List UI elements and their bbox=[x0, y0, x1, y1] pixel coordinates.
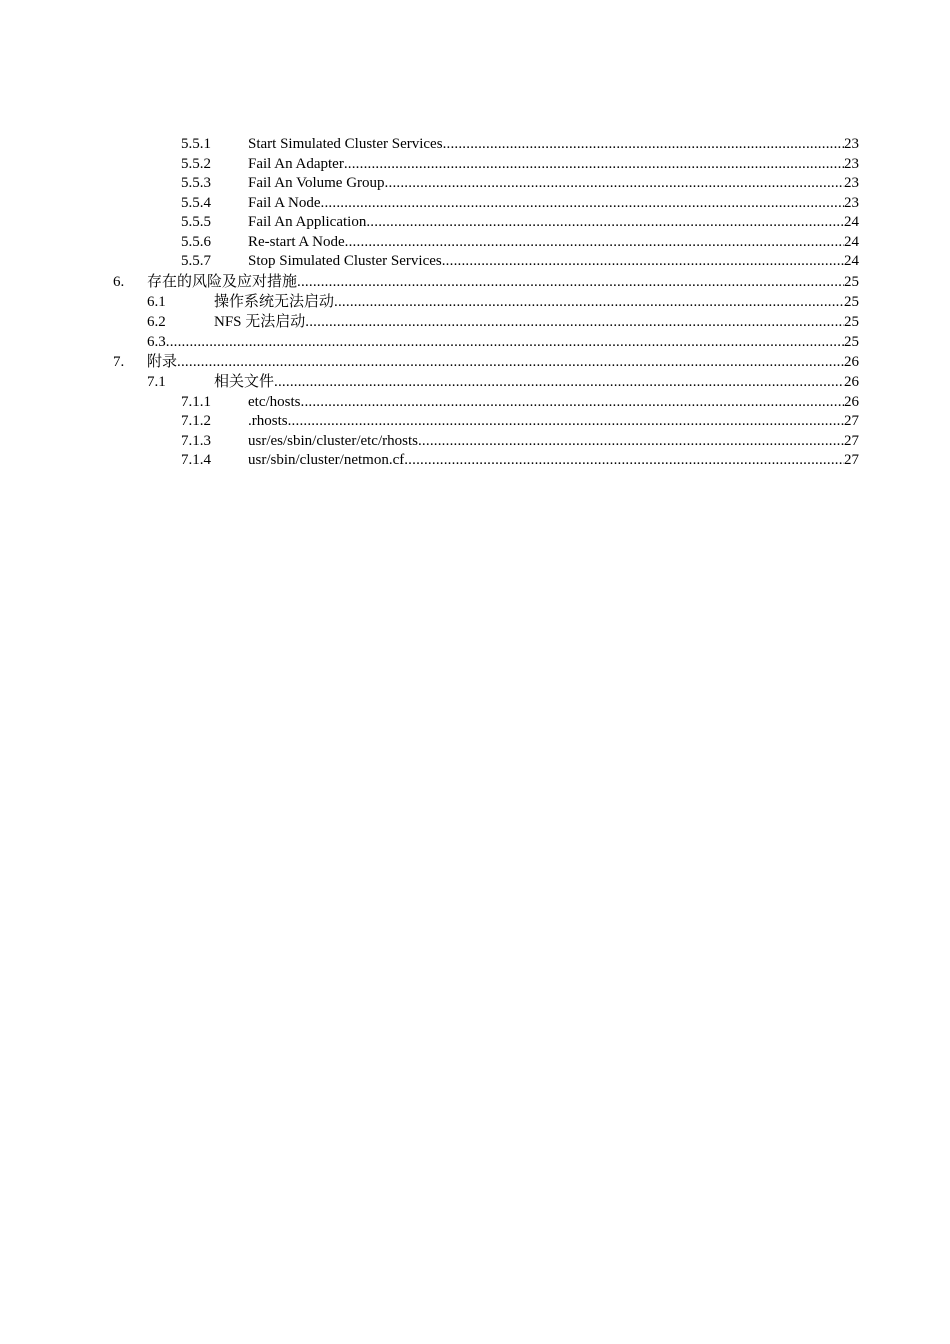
toc-entry-6-2[interactable] bbox=[0, 312, 950, 332]
toc-entry-7-1-2[interactable] bbox=[0, 412, 950, 432]
toc-dot-leader bbox=[274, 372, 844, 392]
toc-entry-page: 24 bbox=[844, 233, 859, 250]
toc-entry-page: 23 bbox=[844, 155, 859, 172]
toc-dot-leader bbox=[443, 135, 844, 155]
toc-dot-leader bbox=[385, 174, 844, 194]
toc-dot-leader bbox=[166, 332, 844, 352]
toc-entry-page: 25 bbox=[844, 334, 859, 351]
toc-entry-number: 6. bbox=[113, 273, 125, 290]
toc-entry-page: 26 bbox=[844, 354, 859, 371]
toc-dot-leader bbox=[177, 352, 844, 372]
toc-entry-page: 25 bbox=[844, 293, 859, 310]
toc-dot-leader bbox=[442, 252, 844, 272]
toc-entry-7-1-1[interactable] bbox=[0, 393, 950, 413]
toc-entry-7-1-3[interactable] bbox=[0, 432, 950, 452]
toc-entry-6-3[interactable] bbox=[0, 332, 950, 352]
toc-entry-title: Fail An Volume Group bbox=[248, 175, 385, 191]
toc-entry-page: 26 bbox=[844, 393, 859, 410]
toc-entry-title: NFS 无法启动 bbox=[214, 313, 306, 330]
toc-entry-number: 7.1.1 bbox=[181, 393, 211, 410]
toc-entry-5-5-5[interactable] bbox=[0, 213, 950, 233]
toc-entry-page: 25 bbox=[844, 313, 859, 330]
toc-entry-title: Stop Simulated Cluster Services bbox=[248, 253, 442, 269]
toc-entry-5-5-1[interactable] bbox=[0, 135, 950, 155]
toc-entry-title: Re-start A Node bbox=[248, 233, 345, 250]
toc-entry-page: 24 bbox=[844, 253, 859, 269]
toc-entry-5-5-4[interactable] bbox=[0, 194, 950, 214]
toc-entry-page: 27 bbox=[844, 413, 859, 430]
toc-entry-number: 7.1.3 bbox=[181, 432, 211, 449]
toc-entry-number: 5.5.3 bbox=[181, 175, 211, 191]
toc-entry-number: 7.1.2 bbox=[181, 413, 211, 430]
toc-entry-number: 6.2 bbox=[147, 313, 166, 330]
toc-dot-leader bbox=[366, 213, 844, 233]
toc-dot-leader bbox=[404, 451, 844, 471]
toc-entry-title: usr/sbin/cluster/netmon.cf bbox=[248, 452, 405, 469]
toc-entry-number: 7.1.4 bbox=[181, 452, 211, 469]
toc-entry-title: Fail A Node bbox=[248, 194, 321, 211]
toc-dot-leader bbox=[297, 272, 844, 292]
toc-dot-leader bbox=[334, 292, 844, 312]
toc-entry-number: 5.5.2 bbox=[181, 155, 211, 172]
toc-entry-title: 存在的风险及应对措施 bbox=[147, 273, 298, 290]
toc-entry-number: 5.5.5 bbox=[181, 214, 211, 230]
toc-entry-title: etc/hosts bbox=[248, 393, 301, 410]
toc-entry-page: 23 bbox=[844, 175, 859, 191]
toc-entry-page: 25 bbox=[844, 273, 859, 290]
toc-entry-title: usr/es/sbin/cluster/etc/rhosts bbox=[248, 432, 418, 449]
toc-entry-page: 23 bbox=[844, 136, 859, 152]
toc-entry-page: 23 bbox=[844, 194, 859, 211]
toc-dot-leader bbox=[345, 233, 844, 253]
toc-entry-page: 26 bbox=[844, 374, 859, 391]
toc-entry-5-5-6[interactable] bbox=[0, 233, 950, 253]
toc-dot-leader bbox=[418, 432, 844, 452]
toc-entry-5-5-3[interactable] bbox=[0, 174, 950, 194]
toc-entry-title: Fail An Adapter bbox=[248, 155, 344, 172]
toc-entry-page: 27 bbox=[844, 432, 859, 449]
toc-entry-number: 7.1 bbox=[147, 374, 166, 391]
toc-entry-5-5-2[interactable] bbox=[0, 155, 950, 175]
toc-entry-title: Fail An Application bbox=[248, 214, 367, 230]
toc-entry-title: 附录 bbox=[147, 354, 178, 371]
toc-entry-number: 5.5.6 bbox=[181, 233, 211, 250]
toc-entry-title: Start Simulated Cluster Services bbox=[248, 136, 443, 152]
toc-dot-leader bbox=[288, 412, 844, 432]
toc-entry-7[interactable] bbox=[0, 352, 950, 372]
toc-entry-number: 5.5.4 bbox=[181, 194, 211, 211]
toc-dot-leader bbox=[344, 155, 844, 175]
table-of-contents bbox=[0, 135, 950, 471]
toc-entry-6[interactable] bbox=[0, 272, 950, 292]
toc-dot-leader bbox=[321, 194, 844, 214]
toc-entry-number: 7. bbox=[113, 354, 125, 371]
toc-entry-5-5-7[interactable] bbox=[0, 252, 950, 272]
toc-entry-number: 6.1 bbox=[147, 293, 166, 310]
toc-entry-7-1[interactable] bbox=[0, 372, 950, 392]
toc-entry-number: 5.5.1 bbox=[181, 136, 211, 152]
toc-entry-title: 6.3 bbox=[147, 334, 166, 351]
toc-dot-leader bbox=[301, 393, 845, 413]
toc-entry-7-1-4[interactable] bbox=[0, 451, 950, 471]
toc-entry-page: 24 bbox=[844, 214, 859, 230]
toc-entry-title: 相关文件 bbox=[214, 374, 275, 391]
toc-entry-page: 27 bbox=[844, 452, 859, 469]
toc-entry-title: 操作系统无法启动 bbox=[214, 293, 335, 310]
toc-entry-6-1[interactable] bbox=[0, 292, 950, 312]
toc-entry-number: 5.5.7 bbox=[181, 253, 211, 269]
toc-entry-title: .rhosts bbox=[248, 413, 288, 430]
toc-dot-leader bbox=[305, 312, 844, 332]
